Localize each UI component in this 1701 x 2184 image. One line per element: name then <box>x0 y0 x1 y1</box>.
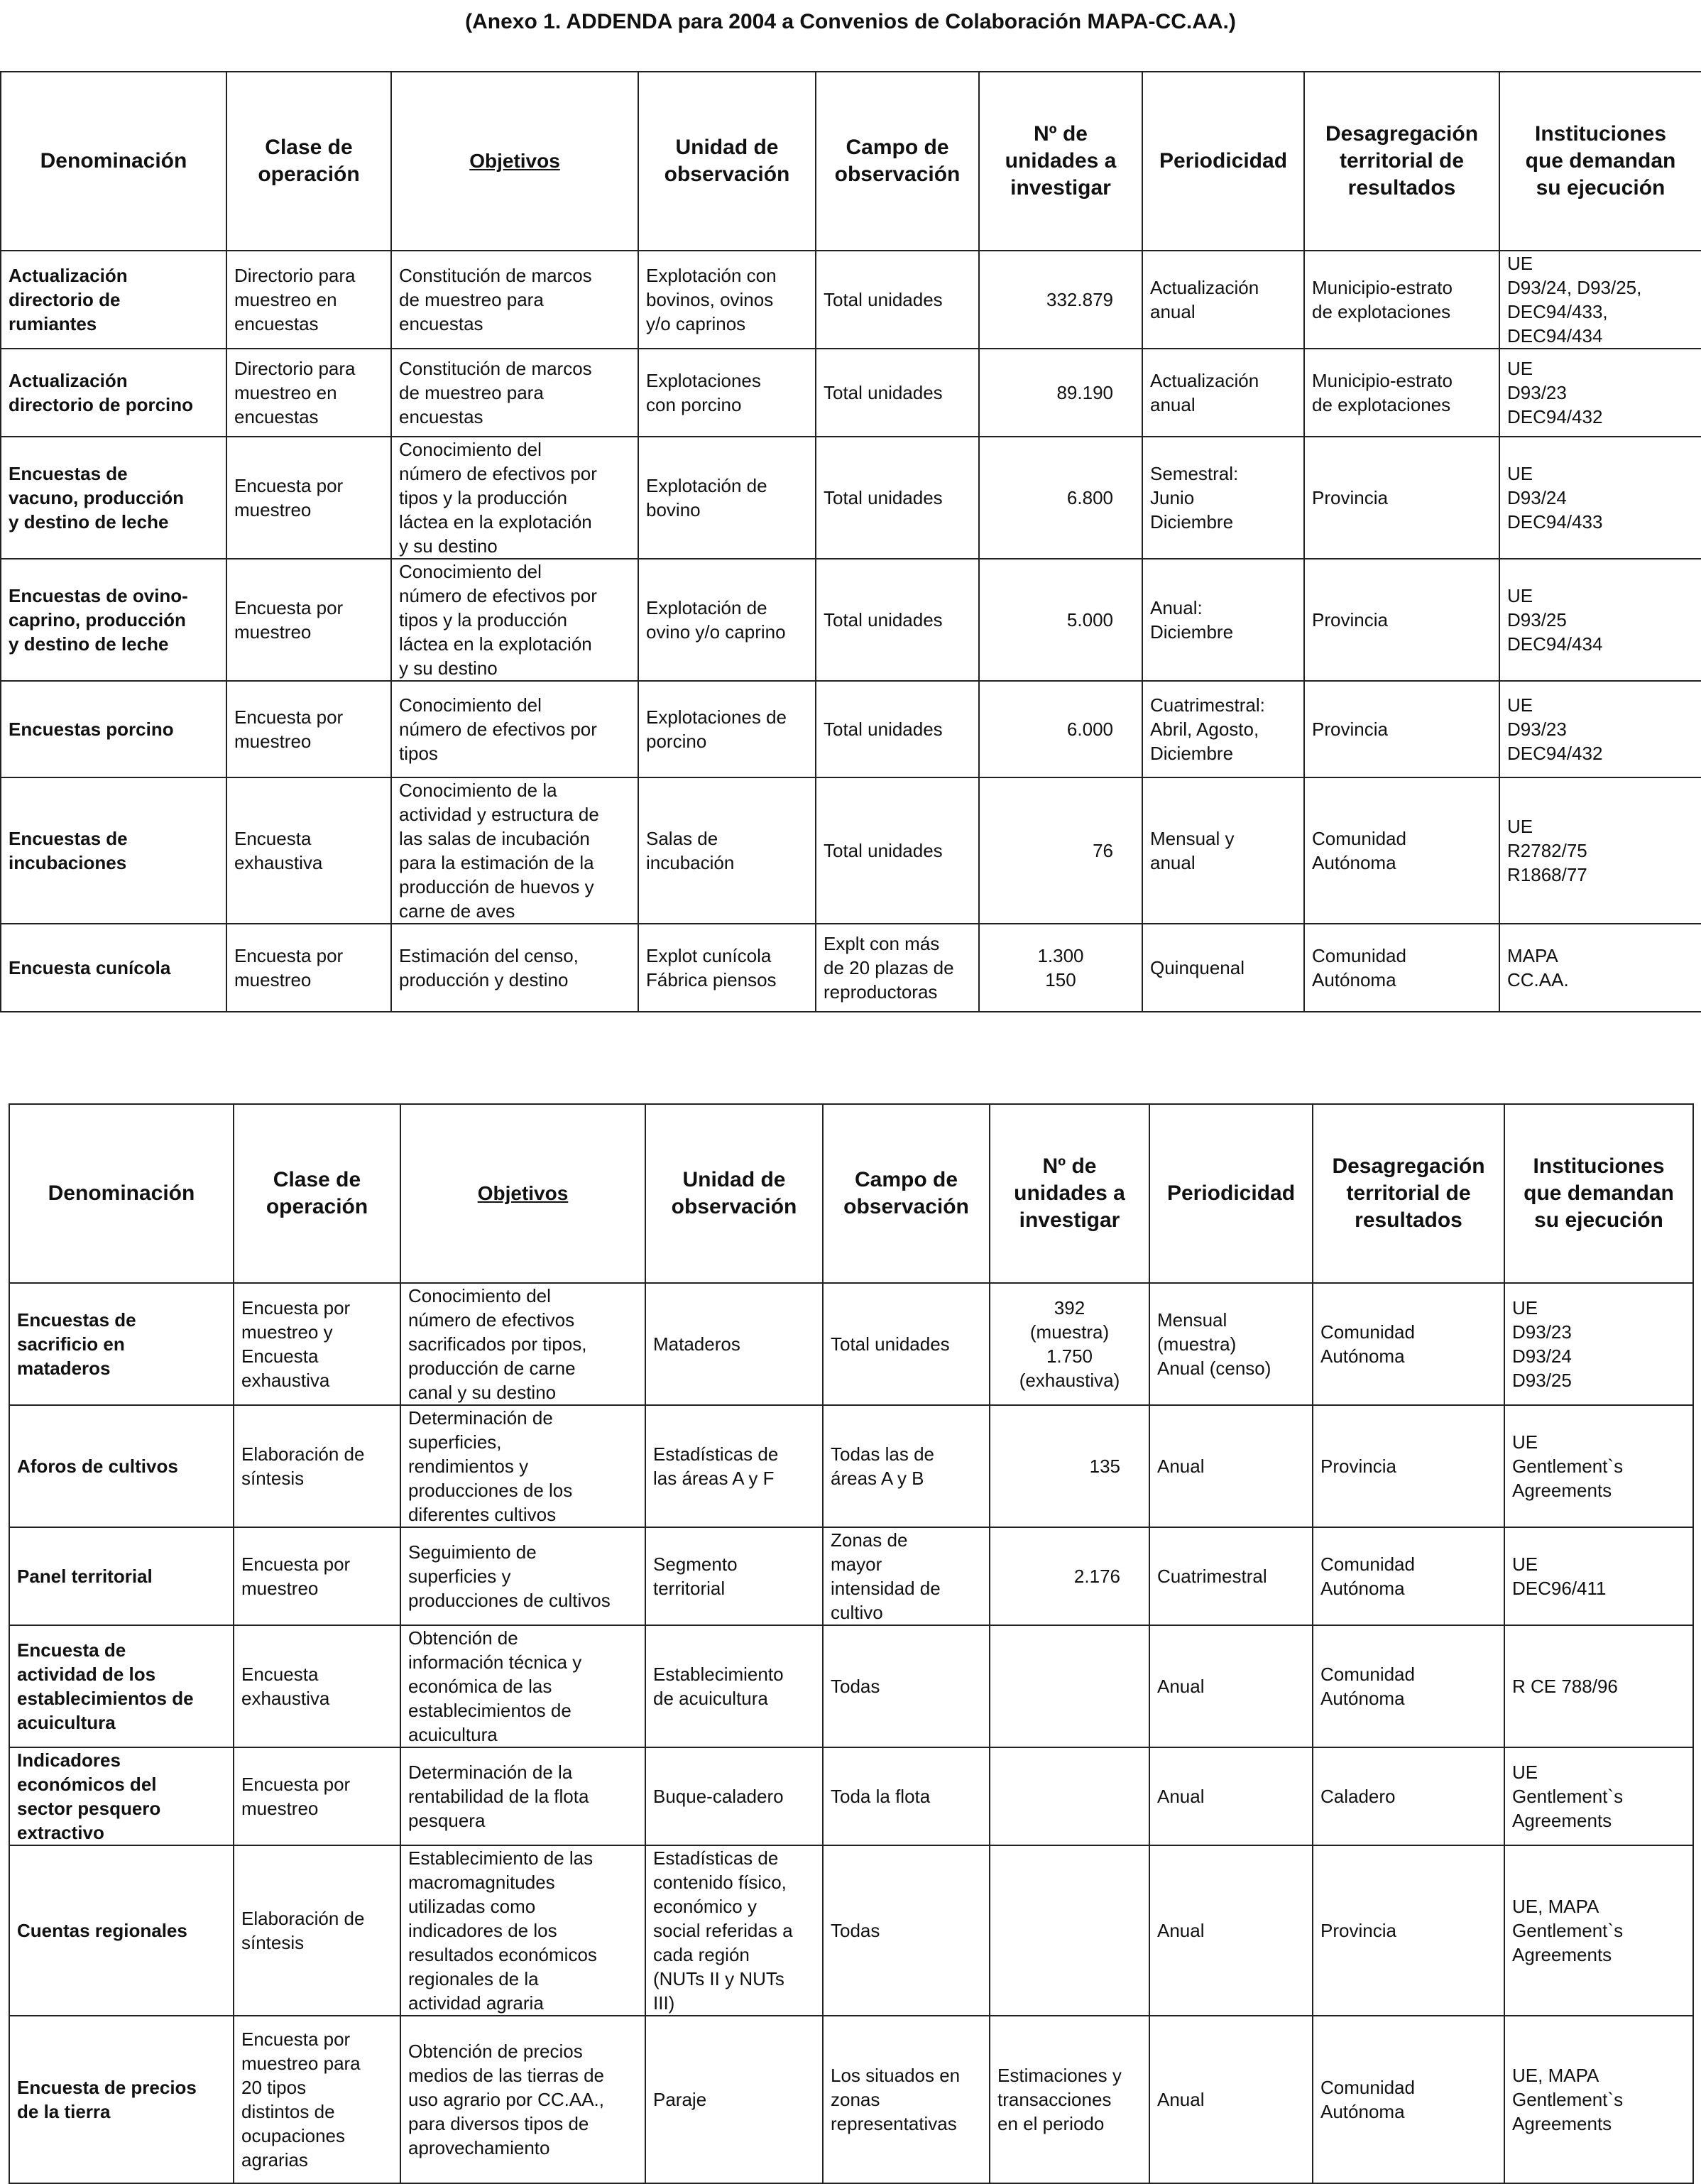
cell-desagregacion: Provincia <box>1304 559 1499 681</box>
cell-unidad: Buque-caladero <box>645 1747 823 1845</box>
cell-desagregacion: Provincia <box>1313 1405 1504 1527</box>
cell-unidad: Mataderos <box>645 1283 823 1405</box>
cell-n-unidades <box>990 1625 1149 1747</box>
cell-periodicidad: Anual: Diciembre <box>1142 559 1304 681</box>
col-header-campo: Campo de observación <box>816 72 979 251</box>
cell-clase: Directorio para muestreo en encuestas <box>226 251 391 349</box>
table-row <box>1 777 1701 924</box>
cell-denominacion: Encuestas de vacuno, producción y destino de leche <box>1 437 226 559</box>
table-row <box>9 1845 1693 2016</box>
cell-campo: Los situados en zonas representativas <box>823 2016 990 2183</box>
col-header-n-unidades: Nº de unidades a investigar <box>979 72 1142 251</box>
cell-unidad: Explotación de bovino <box>638 437 816 559</box>
cell-desagregacion: Comunidad Autónoma <box>1304 924 1499 1012</box>
table-row <box>1 681 1701 777</box>
cell-unidad: Estadísticas de las áreas A y F <box>645 1405 823 1527</box>
cell-objetivos: Seguimiento de superficies y producciones de cultivos <box>400 1527 645 1625</box>
cell-n-unidades: 5.000 <box>979 559 1142 681</box>
cell-unidad: Segmento territorial <box>645 1527 823 1625</box>
col-header-desagregacion: Desagregación territorial de resultados <box>1313 1104 1504 1283</box>
cell-periodicidad: Actualización anual <box>1142 349 1304 437</box>
cell-campo: Total unidades <box>816 681 979 777</box>
cell-campo: Todas <box>823 1845 990 2016</box>
cell-objetivos: Conocimiento de la actividad y estructura de las salas de incubación para la estimación de la producción de huevos y carne de aves <box>391 777 638 924</box>
cell-unidad: Explot cunícola Fábrica piensos <box>638 924 816 1012</box>
cell-periodicidad: Anual <box>1149 2016 1313 2183</box>
col-header-instituciones: Instituciones que demandan su ejecución <box>1504 1104 1693 1283</box>
cell-campo: Total unidades <box>823 1283 990 1405</box>
cell-periodicidad: Mensual y anual <box>1142 777 1304 924</box>
cell-clase: Encuesta por muestreo <box>234 1747 400 1845</box>
cell-periodicidad: Anual <box>1149 1747 1313 1845</box>
table-row <box>9 1405 1693 1527</box>
cell-denominacion: Encuesta de actividad de los establecimientos de acuicultura <box>9 1625 234 1747</box>
cell-periodicidad: Anual <box>1149 1845 1313 2016</box>
cell-denominacion: Actualización directorio de rumiantes <box>1 251 226 349</box>
cell-periodicidad: Cuatrimestral <box>1149 1527 1313 1625</box>
cell-objetivos: Establecimiento de las macromagnitudes utilizadas como indicadores de los resultados económicos regionales de la actividad agraria <box>400 1845 645 2016</box>
cell-denominacion: Encuesta de precios de la tierra <box>9 2016 234 2183</box>
cell-clase: Elaboración de síntesis <box>234 1845 400 2016</box>
cell-unidad: Establecimiento de acuicultura <box>645 1625 823 1747</box>
table-addenda-part-2 <box>9 1103 1694 2184</box>
cell-unidad: Explotación de ovino y/o caprino <box>638 559 816 681</box>
cell-instituciones: UE D93/24, D93/25, DEC94/433, DEC94/434 <box>1499 251 1701 349</box>
cell-periodicidad: Anual <box>1149 1405 1313 1527</box>
col-header-periodicidad: Periodicidad <box>1142 72 1304 251</box>
cell-campo: Total unidades <box>816 777 979 924</box>
cell-instituciones: UE Gentlement`s Agreements <box>1504 1405 1693 1527</box>
table-row <box>9 1527 1693 1625</box>
cell-instituciones: UE, MAPA Gentlement`s Agreements <box>1504 2016 1693 2183</box>
cell-unidad: Paraje <box>645 2016 823 2183</box>
cell-n-unidades: Estimaciones y transacciones en el periodo <box>990 2016 1149 2183</box>
cell-instituciones: UE D93/23 D93/24 D93/25 <box>1504 1283 1693 1405</box>
cell-denominacion: Encuestas de ovino- caprino, producción y destino de leche <box>1 559 226 681</box>
cell-campo: Todas <box>823 1625 990 1747</box>
col-header-instituciones: Instituciones que demandan su ejecución <box>1499 72 1701 251</box>
cell-n-unidades: 135 <box>990 1405 1149 1527</box>
cell-denominacion: Actualización directorio de porcino <box>1 349 226 437</box>
table-row <box>1 251 1701 349</box>
cell-desagregacion: Comunidad Autónoma <box>1313 1625 1504 1747</box>
table-row <box>1 437 1701 559</box>
table-header-row <box>9 1104 1693 1283</box>
cell-objetivos: Estimación del censo, producción y destino <box>391 924 638 1012</box>
col-header-unidad: Unidad de observación <box>638 72 816 251</box>
col-header-objetivos-label: Objetivos <box>469 150 560 172</box>
cell-denominacion: Aforos de cultivos <box>9 1405 234 1527</box>
cell-unidad: Explotación con bovinos, ovinos y/o caprinos <box>638 251 816 349</box>
cell-clase: Encuesta por muestreo <box>226 681 391 777</box>
cell-n-unidades <box>990 1747 1149 1845</box>
cell-n-unidades: 6.000 <box>979 681 1142 777</box>
cell-clase: Encuesta por muestreo y Encuesta exhaustiva <box>234 1283 400 1405</box>
cell-instituciones: UE D93/23 DEC94/432 <box>1499 349 1701 437</box>
cell-objetivos: Determinación de la rentabilidad de la flota pesquera <box>400 1747 645 1845</box>
cell-n-unidades <box>990 1845 1149 2016</box>
cell-clase: Elaboración de síntesis <box>234 1405 400 1527</box>
cell-desagregacion: Provincia <box>1313 1845 1504 2016</box>
cell-desagregacion: Municipio-estrato de explotaciones <box>1304 349 1499 437</box>
cell-unidad: Salas de incubación <box>638 777 816 924</box>
table-row <box>9 2016 1693 2183</box>
cell-clase: Encuesta por muestreo para 20 tipos distintos de ocupaciones agrarias <box>234 2016 400 2183</box>
cell-desagregacion: Caladero <box>1313 1747 1504 1845</box>
cell-denominacion: Encuesta cunícola <box>1 924 226 1012</box>
cell-n-unidades: 76 <box>979 777 1142 924</box>
cell-desagregacion: Comunidad Autónoma <box>1304 777 1499 924</box>
cell-objetivos: Obtención de información técnica y económica de las establecimientos de acuicultura <box>400 1625 645 1747</box>
cell-objetivos: Conocimiento del número de efectivos por tipos y la producción láctea en la explotación y su destino <box>391 559 638 681</box>
cell-objetivos: Conocimiento del número de efectivos sacrificados por tipos, producción de carne canal y su destino <box>400 1283 645 1405</box>
col-header-periodicidad: Periodicidad <box>1149 1104 1313 1283</box>
cell-periodicidad: Semestral: Junio Diciembre <box>1142 437 1304 559</box>
cell-campo: Total unidades <box>816 251 979 349</box>
cell-denominacion: Encuestas de sacrificio en mataderos <box>9 1283 234 1405</box>
col-header-objetivos <box>391 72 638 251</box>
cell-instituciones: UE DEC96/411 <box>1504 1527 1693 1625</box>
cell-denominacion: Encuestas porcino <box>1 681 226 777</box>
cell-n-unidades: 332.879 <box>979 251 1142 349</box>
table-row <box>1 924 1701 1012</box>
cell-denominacion: Cuentas regionales <box>9 1845 234 2016</box>
col-header-desagregacion: Desagregación territorial de resultados <box>1304 72 1499 251</box>
table-row <box>9 1625 1693 1747</box>
cell-clase: Encuesta exhaustiva <box>234 1625 400 1747</box>
cell-instituciones: MAPA CC.AA. <box>1499 924 1701 1012</box>
cell-n-unidades: 1.300 150 <box>979 924 1142 1012</box>
cell-desagregacion: Provincia <box>1304 437 1499 559</box>
cell-campo: Total unidades <box>816 437 979 559</box>
cell-instituciones: UE, MAPA Gentlement`s Agreements <box>1504 1845 1693 2016</box>
cell-campo: Toda la flota <box>823 1747 990 1845</box>
cell-instituciones: UE D93/23 DEC94/432 <box>1499 681 1701 777</box>
cell-n-unidades: 89.190 <box>979 349 1142 437</box>
table-row <box>9 1283 1693 1405</box>
table-row <box>1 559 1701 681</box>
cell-periodicidad: Actualización anual <box>1142 251 1304 349</box>
col-header-clase: Clase de operación <box>234 1104 400 1283</box>
table-header-row <box>1 72 1701 251</box>
cell-instituciones: R CE 788/96 <box>1504 1625 1693 1747</box>
cell-objetivos: Determinación de superficies, rendimientos y producciones de los diferentes cultivos <box>400 1405 645 1527</box>
cell-n-unidades: 2.176 <box>990 1527 1149 1625</box>
cell-desagregacion: Comunidad Autónoma <box>1313 1527 1504 1625</box>
cell-n-unidades: 6.800 <box>979 437 1142 559</box>
cell-clase: Encuesta por muestreo <box>234 1527 400 1625</box>
cell-periodicidad: Cuatrimestral: Abril, Agosto, Diciembre <box>1142 681 1304 777</box>
cell-periodicidad: Mensual (muestra) Anual (censo) <box>1149 1283 1313 1405</box>
cell-objetivos: Constitución de marcos de muestreo para encuestas <box>391 251 638 349</box>
cell-periodicidad: Quinquenal <box>1142 924 1304 1012</box>
cell-clase: Directorio para muestreo en encuestas <box>226 349 391 437</box>
cell-instituciones: UE D93/25 DEC94/434 <box>1499 559 1701 681</box>
table-row <box>9 1747 1693 1845</box>
cell-desagregacion: Municipio-estrato de explotaciones <box>1304 251 1499 349</box>
cell-desagregacion: Comunidad Autónoma <box>1313 2016 1504 2183</box>
cell-campo: Total unidades <box>816 349 979 437</box>
cell-periodicidad: Anual <box>1149 1625 1313 1747</box>
col-header-denominacion: Denominación <box>9 1104 234 1283</box>
cell-denominacion: Panel territorial <box>9 1527 234 1625</box>
table-addenda-part-1 <box>0 71 1701 1012</box>
cell-campo: Zonas de mayor intensidad de cultivo <box>823 1527 990 1625</box>
cell-instituciones: UE D93/24 DEC94/433 <box>1499 437 1701 559</box>
col-header-campo: Campo de observación <box>823 1104 990 1283</box>
cell-unidad: Explotaciones con porcino <box>638 349 816 437</box>
cell-clase: Encuesta por muestreo <box>226 559 391 681</box>
cell-n-unidades: 392 (muestra) 1.750 (exhaustiva) <box>990 1283 1149 1405</box>
col-header-unidad: Unidad de observación <box>645 1104 823 1283</box>
cell-desagregacion: Comunidad Autónoma <box>1313 1283 1504 1405</box>
cell-clase: Encuesta por muestreo <box>226 437 391 559</box>
col-header-objetivos <box>400 1104 645 1283</box>
col-header-n-unidades: Nº de unidades a investigar <box>990 1104 1149 1283</box>
cell-clase: Encuesta exhaustiva <box>226 777 391 924</box>
cell-denominacion: Encuestas de incubaciones <box>1 777 226 924</box>
cell-instituciones: UE R2782/75 R1868/77 <box>1499 777 1701 924</box>
document-title: (Anexo 1. ADDENDA para 2004 a Convenios de Colaboración MAPA-CC.AA.) <box>465 10 1236 33</box>
cell-instituciones: UE Gentlement`s Agreements <box>1504 1747 1693 1845</box>
col-header-denominacion: Denominación <box>1 72 226 251</box>
cell-clase: Encuesta por muestreo <box>226 924 391 1012</box>
cell-unidad: Explotaciones de porcino <box>638 681 816 777</box>
cell-objetivos: Obtención de precios medios de las tierras de uso agrario por CC.AA., para diversos tipos de aprovechamiento <box>400 2016 645 2183</box>
cell-unidad: Estadísticas de contenido físico, económico y social referidas a cada región (NUTs II y NUTs III) <box>645 1845 823 2016</box>
table-row <box>1 349 1701 437</box>
cell-objetivos: Constitución de marcos de muestreo para encuestas <box>391 349 638 437</box>
cell-objetivos: Conocimiento del número de efectivos por tipos y la producción láctea en la explotación y su destino <box>391 437 638 559</box>
col-header-clase: Clase de operación <box>226 72 391 251</box>
cell-objetivos: Conocimiento del número de efectivos por tipos <box>391 681 638 777</box>
cell-campo: Todas las de áreas A y B <box>823 1405 990 1527</box>
cell-denominacion: Indicadores económicos del sector pesquero extractivo <box>9 1747 234 1845</box>
cell-campo: Explt con más de 20 plazas de reproductoras <box>816 924 979 1012</box>
cell-campo: Total unidades <box>816 559 979 681</box>
cell-desagregacion: Provincia <box>1304 681 1499 777</box>
col-header-objetivos-label: Objetivos <box>477 1182 569 1204</box>
